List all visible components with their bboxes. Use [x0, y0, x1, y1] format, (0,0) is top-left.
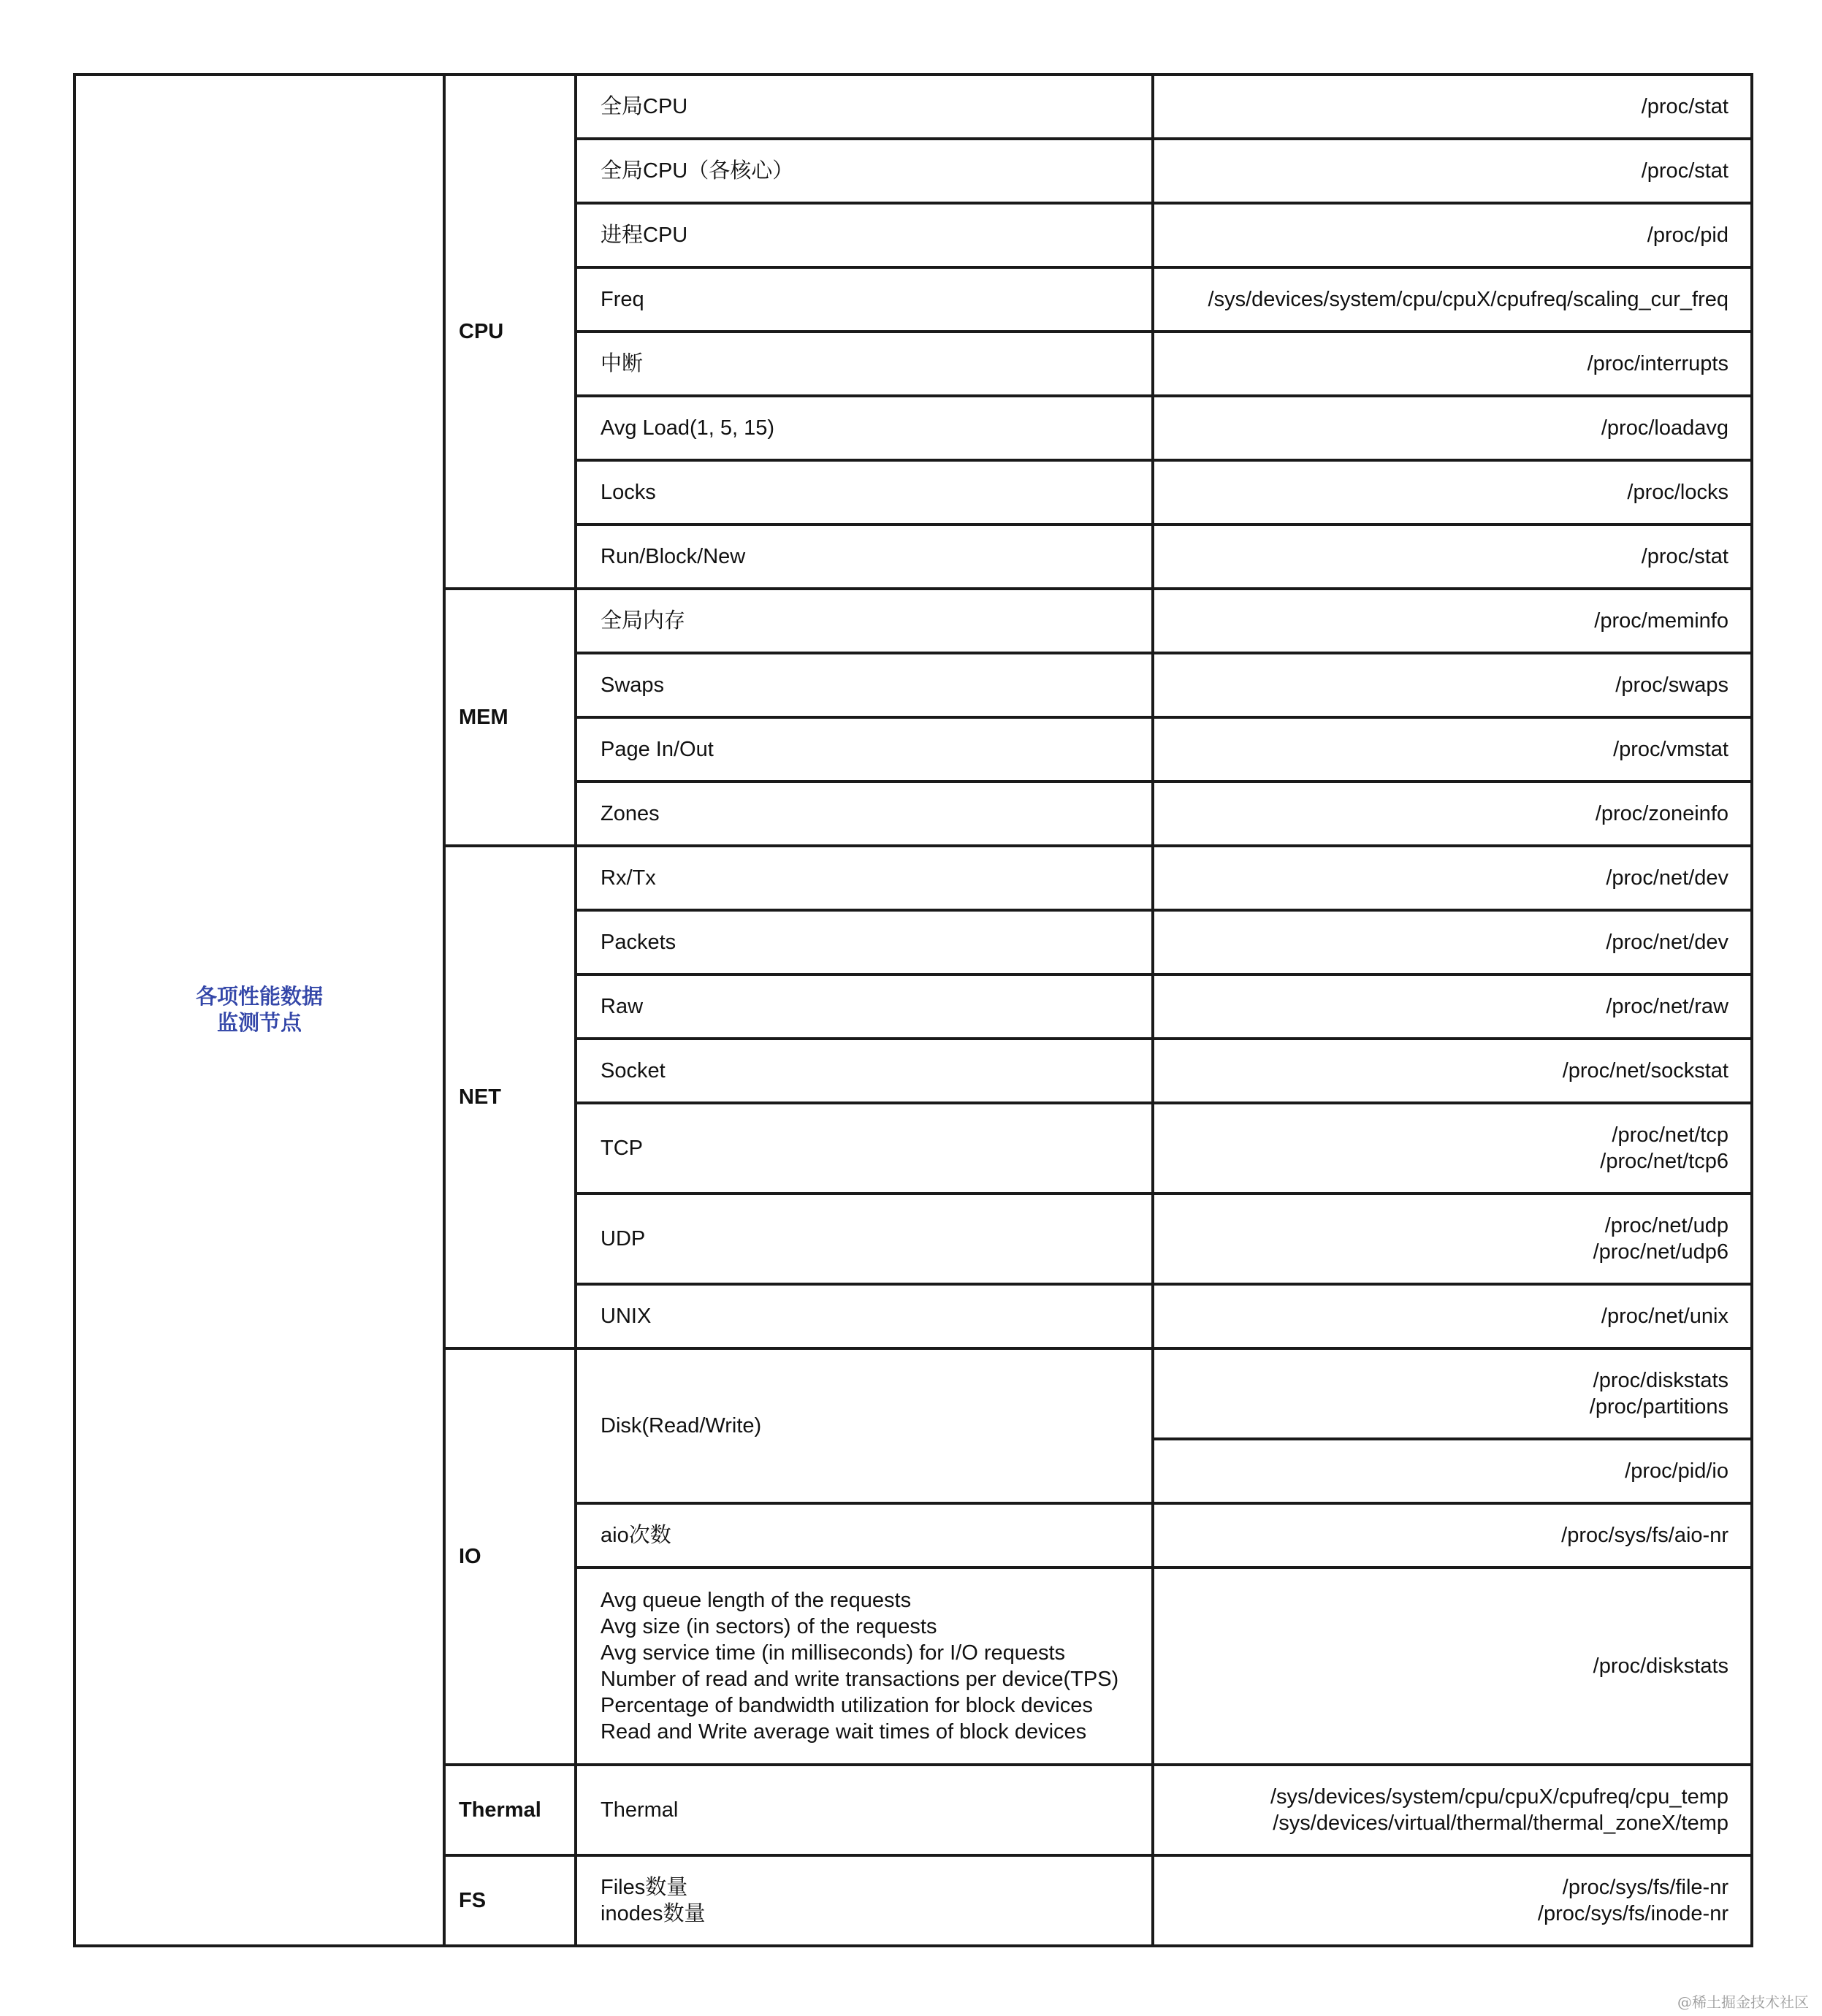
source-path: /proc/sys/fs/aio-nr [1561, 1524, 1728, 1547]
category-fs: FS [444, 1855, 576, 1946]
source-path: /proc/locks [1627, 481, 1728, 504]
metric-cell [576, 524, 1153, 589]
source-cell [1153, 1855, 1752, 1946]
metric-cell [576, 1568, 1153, 1765]
source-path: /proc/net/raw [1606, 995, 1728, 1018]
monitoring-table [73, 73, 1753, 1947]
metric-text: Read and Write average wait times of block devices [601, 1720, 1087, 1744]
source-path: /proc/pid/io [1625, 1459, 1728, 1483]
watermark: @稀土掘金技术社区 [1677, 1993, 1809, 2011]
source-cell [1153, 1439, 1752, 1503]
category-mem: MEM [444, 589, 576, 846]
metric-cell [576, 1348, 1153, 1503]
metric-text: Files数量 [601, 1876, 688, 1899]
source-path: /proc/sys/fs/inode-nr [1537, 1902, 1728, 1925]
metric-text: Zones [601, 802, 660, 825]
metric-cell [576, 332, 1153, 396]
metric-cell [576, 1765, 1153, 1855]
category-thermal: Thermal [444, 1765, 576, 1855]
source-cell [1153, 1039, 1752, 1103]
source-cell [1153, 1765, 1752, 1855]
source-path: /proc/stat [1641, 159, 1728, 183]
source-path: /proc/swaps [1615, 673, 1728, 697]
source-cell [1153, 653, 1752, 717]
source-cell [1153, 203, 1752, 267]
metric-cell [576, 460, 1153, 524]
source-path: /proc/net/tcp6 [1600, 1150, 1728, 1173]
metric-text: UDP [601, 1227, 646, 1251]
source-path: /sys/devices/system/cpu/cpuX/cpufreq/cpu_temp [1270, 1785, 1728, 1809]
metric-cell [576, 846, 1153, 910]
metric-text: Packets [601, 931, 676, 954]
source-cell [1153, 589, 1752, 653]
source-path: /proc/stat [1641, 95, 1728, 118]
metric-text: Avg Load(1, 5, 15) [601, 416, 775, 440]
metric-text: TCP [601, 1137, 643, 1160]
metric-text: inodes数量 [601, 1902, 706, 1925]
source-path: /sys/devices/virtual/thermal/thermal_zoneX/temp [1273, 1811, 1728, 1835]
source-path: /proc/meminfo [1594, 609, 1728, 633]
table-title-line: 监测节点 [216, 1012, 302, 1035]
table-title-line: 各项性能数据 [195, 985, 323, 1009]
source-cell [1153, 1284, 1752, 1348]
metric-cell [576, 910, 1153, 974]
source-path: /proc/diskstats [1593, 1369, 1728, 1392]
metric-cell [576, 1284, 1153, 1348]
metric-cell [576, 267, 1153, 332]
metric-text: Number of read and write transactions per device(TPS) [601, 1668, 1119, 1691]
metric-cell [576, 653, 1153, 717]
metric-cell [576, 717, 1153, 782]
metric-text: Avg service time (in milliseconds) for I/O requests [601, 1641, 1066, 1665]
category-cpu: CPU [444, 75, 576, 589]
metric-cell [576, 782, 1153, 846]
metric-cell [576, 1039, 1153, 1103]
source-cell [1153, 717, 1752, 782]
source-cell [1153, 1348, 1752, 1439]
source-path: /proc/vmstat [1613, 738, 1728, 761]
source-path: /proc/net/dev [1606, 866, 1728, 890]
source-path: /proc/net/unix [1601, 1305, 1728, 1328]
source-path: /sys/devices/system/cpu/cpuX/cpufreq/scaling_cur_freq [1208, 288, 1728, 311]
source-path: /proc/zoneinfo [1595, 802, 1728, 825]
metric-text: Swaps [601, 673, 665, 697]
metric-text: UNIX [601, 1305, 652, 1328]
metric-text: Freq [601, 288, 644, 311]
category-net: NET [444, 846, 576, 1348]
source-cell [1153, 1568, 1752, 1765]
metric-cell [576, 203, 1153, 267]
metric-cell [576, 589, 1153, 653]
table-title [75, 75, 444, 1946]
metric-text: Socket [601, 1059, 666, 1083]
metric-cell [576, 75, 1153, 139]
source-path: /proc/interrupts [1587, 352, 1728, 375]
source-path: /proc/stat [1641, 545, 1728, 568]
metric-text: Page In/Out [601, 738, 714, 761]
source-path: /proc/net/udp6 [1593, 1240, 1728, 1264]
metric-text: aio次数 [601, 1524, 671, 1547]
metric-text: Locks [601, 481, 656, 504]
metric-text: Rx/Tx [601, 866, 656, 890]
monitoring-table-container [73, 73, 1750, 1944]
metric-cell [576, 139, 1153, 203]
metric-text: Thermal [601, 1798, 679, 1822]
source-path: /proc/partitions [1589, 1395, 1728, 1419]
source-cell [1153, 974, 1752, 1039]
source-path: /proc/net/udp [1604, 1214, 1728, 1237]
metric-text: Percentage of bandwidth utilization for block devices [601, 1694, 1093, 1717]
source-path: /proc/diskstats [1593, 1654, 1728, 1678]
metric-cell [576, 974, 1153, 1039]
metric-text: 全局内存 [601, 609, 686, 633]
category-io: IO [444, 1348, 576, 1765]
source-path: /proc/sys/fs/file-nr [1562, 1876, 1728, 1899]
source-path: /proc/net/dev [1606, 931, 1728, 954]
source-cell [1153, 139, 1752, 203]
metric-text: 中断 [601, 352, 644, 375]
source-path: /proc/net/tcp [1612, 1123, 1728, 1147]
metric-text: 进程CPU [601, 224, 688, 247]
source-cell [1153, 396, 1752, 460]
source-cell [1153, 332, 1752, 396]
metric-text: Raw [601, 995, 644, 1018]
source-cell [1153, 1194, 1752, 1284]
metric-cell [576, 1194, 1153, 1284]
metric-text: Disk(Read/Write) [601, 1414, 762, 1437]
metric-cell [576, 396, 1153, 460]
source-cell [1153, 524, 1752, 589]
source-cell [1153, 846, 1752, 910]
source-path: /proc/loadavg [1601, 416, 1728, 440]
metric-cell [576, 1503, 1153, 1568]
source-cell [1153, 910, 1752, 974]
metric-text: 全局CPU [601, 95, 688, 118]
metric-cell [576, 1103, 1153, 1194]
source-cell [1153, 1103, 1752, 1194]
source-path: /proc/net/sockstat [1562, 1059, 1728, 1083]
metric-cell [576, 1855, 1153, 1946]
source-cell [1153, 460, 1752, 524]
metric-text: 全局CPU（各核心） [601, 159, 794, 183]
source-cell [1153, 267, 1752, 332]
source-cell [1153, 75, 1752, 139]
source-cell [1153, 782, 1752, 846]
metric-text: Run/Block/New [601, 545, 746, 568]
metric-text: Avg size (in sectors) of the requests [601, 1615, 937, 1638]
source-path: /proc/pid [1647, 224, 1728, 247]
metric-text: Avg queue length of the requests [601, 1589, 912, 1612]
source-cell [1153, 1503, 1752, 1568]
